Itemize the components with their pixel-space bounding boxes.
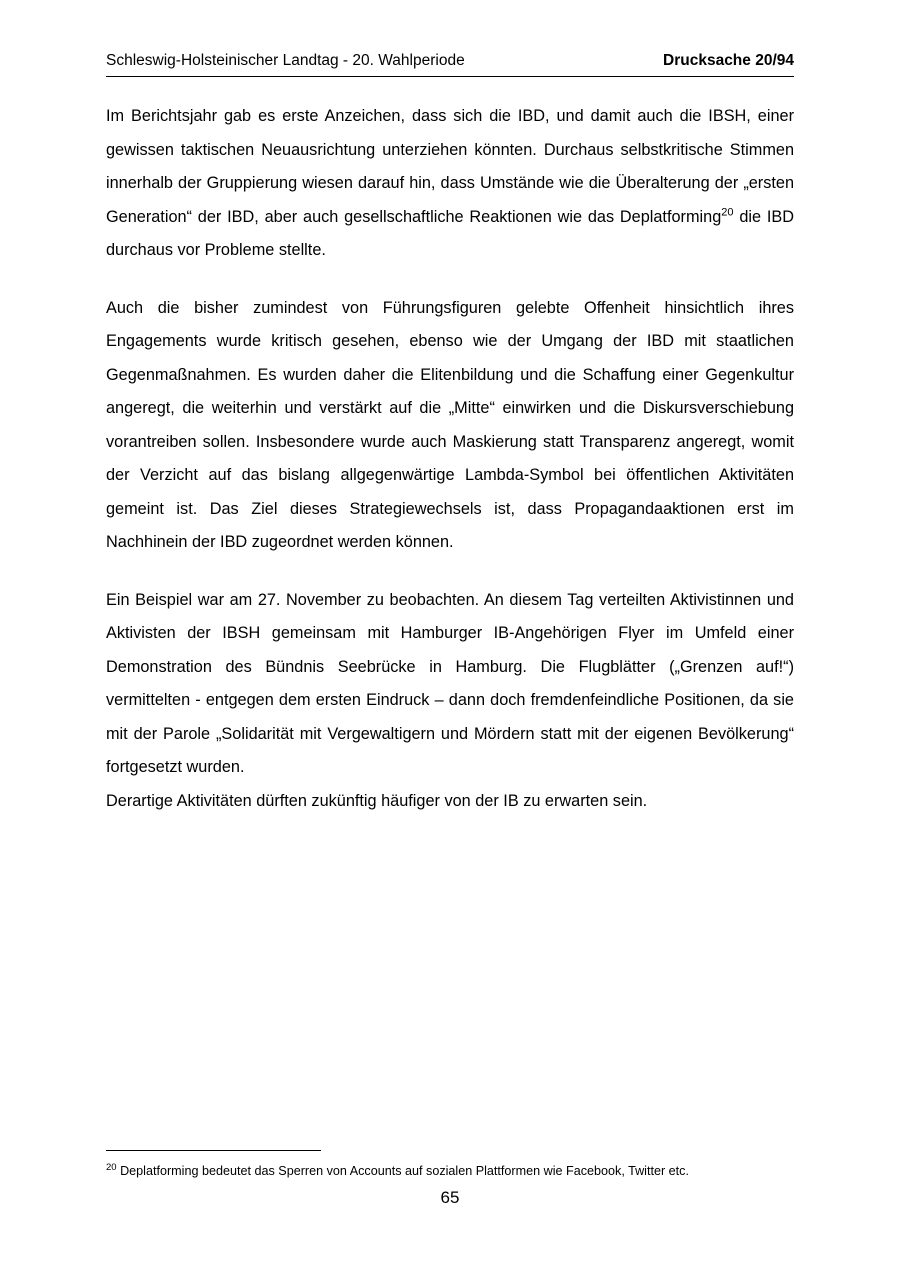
- document-body: [106, 100, 794, 818]
- paragraph-3: Ein Beispiel war am 27. November zu beobachten. An diesem Tag verteilten Aktivistinnen und Aktivisten der IBSH gemeinsam mit Hamburger IB-Angehörigen Flyer im Umfeld einer Demonstration des Bündnis Seebrücke in Hamburg. Die Flugblätter („Grenzen auf!“) vermittelten - entgegen dem ersten Eindruck – dann doch fremdenfeindliche Positionen, da sie mit der Parole „Solidarität mit Vergewaltigern und Mördern statt mit der eigenen Bevölkerung“ fortgesetzt wurden.: [106, 590, 794, 776]
- page-number: 65: [440, 1188, 460, 1207]
- paragraph-1: [106, 100, 794, 268]
- footnote-marker: 20: [106, 1161, 117, 1173]
- paragraph-2: Auch die bisher zumindest von Führungsfiguren gelebte Offenheit hinsichtlich ihres Engagements wurde kritisch gesehen, ebenso wie der Umgang der IBD mit staatlichen Gegenmaßnahmen. Es wurden daher die Elitenbildung und die Schaffung einer Gegenkultur angeregt, die weiterhin und verstärkt auf die „Mitte“ einwirken und die Diskursverschiebung vorantreiben sollen. Insbesondere wurde auch Maskierung statt Transparenz angeregt, womit der Verzicht auf das bislang allgegenwärtige Lambda-Symbol bei öffentlichen Aktivitäten gemeint ist. Das Ziel dieses Strategiewechsels ist, dass Propagandaaktionen erst im Nachhinein der IBD zugeordnet werden können.: [106, 298, 794, 551]
- footnote-reference-20: 20: [721, 206, 734, 219]
- paragraph-1-text-part-2: die IBD durchaus vor Probleme stellte.: [106, 207, 794, 259]
- footnote-text: Deplatforming bedeutet das Sperren von Accounts auf sozialen Plattformen wie Facebook, Twitter etc.: [116, 1164, 689, 1178]
- page-header: [106, 52, 794, 70]
- paragraph-4: Derartige Aktivitäten dürften zukünftig häufiger von der IB zu erwarten sein.: [106, 791, 648, 810]
- header-left-text: Schleswig-Holsteinischer Landtag - 20. Wahlperiode: [106, 52, 465, 69]
- footnote-separator: [106, 1150, 321, 1151]
- header-document-number: Drucksache 20/94: [663, 52, 794, 69]
- paragraph-1-text-part-1: Im Berichtsjahr gab es erste Anzeichen, dass sich die IBD, und damit auch die IBSH, einer gewissen taktischen Neuausrichtung unterziehen könnten. Durchaus selbstkritische Stimmen innerhalb der Gruppierung wiesen darauf hin, dass Umstände wie die Überalterung der „ersten Generation“ der IBD, aber auch gesellschaftliche Reaktionen wie das Deplatforming: [106, 107, 794, 226]
- header-divider: [106, 76, 794, 77]
- footnote-20: [106, 1163, 794, 1180]
